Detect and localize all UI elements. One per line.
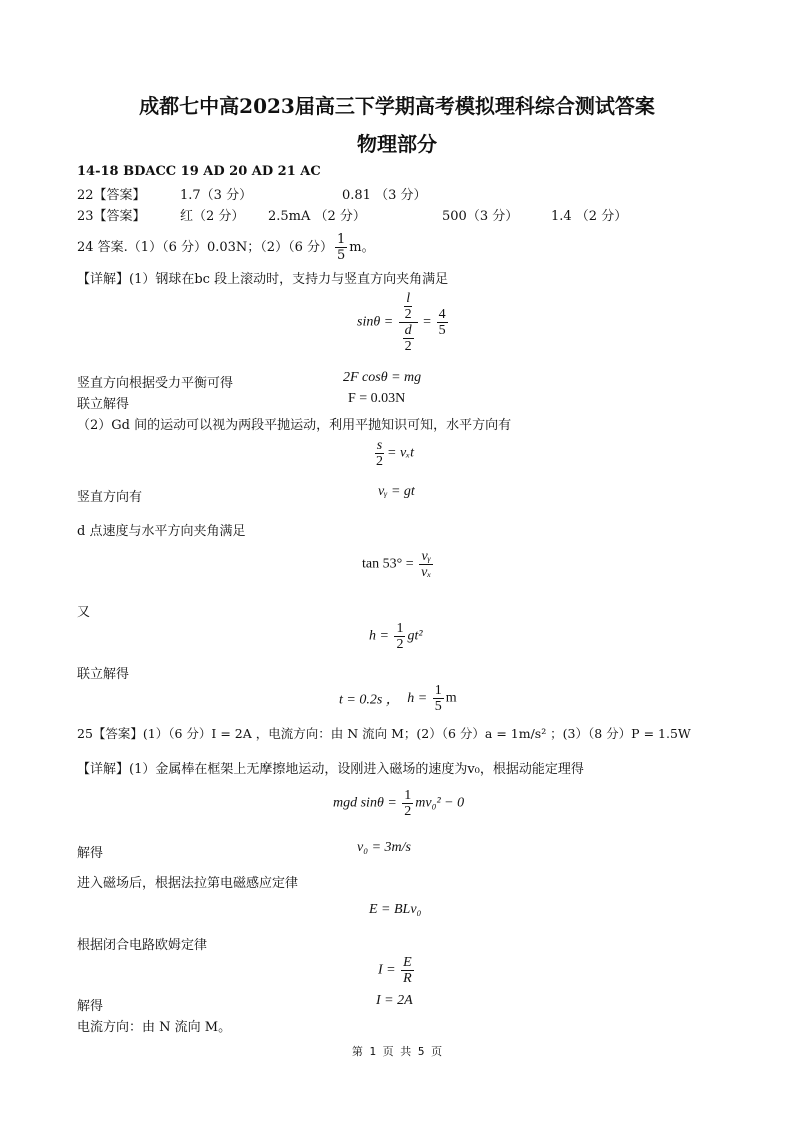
eq-height-result-fraction <box>433 683 444 714</box>
q24-unit: m。 <box>349 240 375 255</box>
solve-text-2: 联立解得 <box>77 667 130 682</box>
q24-part-2: （2）Gd 间的运动可以视为两段平抛运动，利用平抛知识可知，水平方向有 <box>77 418 512 433</box>
q23-label: 23【答案】 <box>77 209 146 224</box>
eq-v0: v₀ = 3m/s <box>357 840 411 855</box>
faraday-text: 进入磁场后，根据法拉第电磁感应定律 <box>77 876 299 891</box>
balance-text: 竖直方向根据受力平衡可得 <box>77 376 234 391</box>
eq-height-lhs: h = <box>369 628 389 644</box>
fraction-denominator: 2 <box>404 307 412 322</box>
eq-energy-lhs: mgd sinθ = <box>333 795 397 811</box>
q24-detail-1: 【详解】(1）钢球在bc 段上滚动时，支持力与竖直方向夹角满足 <box>77 272 449 287</box>
q25-detail-1: 【详解】(1）金属棒在框架上无摩擦地运动，设刚进入磁场的速度为v₀，根据动能定理得 <box>77 762 584 777</box>
eq-energy-fraction <box>402 788 413 819</box>
also-text: 又 <box>77 605 91 620</box>
ohm-text: 根据闭合电路欧姆定律 <box>77 938 208 953</box>
eq-current <box>378 955 416 986</box>
eq-final-results <box>339 683 457 714</box>
q24-fraction <box>335 232 347 263</box>
eq-sin-lhs: sinθ = <box>357 314 394 330</box>
eq-balance: 2F cosθ = mg <box>343 370 422 385</box>
eq-height-result-lhs: h = <box>407 690 428 706</box>
eq-current-lhs: I = <box>378 962 396 978</box>
eq-height-rhs: gt² <box>407 628 423 644</box>
eq-tan-fraction <box>419 549 433 580</box>
eq-height <box>369 621 423 652</box>
fraction-denominator: 5 <box>438 323 446 338</box>
fraction-numerator: l <box>406 291 411 306</box>
q23-answer-c: 500（3 分） <box>442 209 519 224</box>
fraction-denominator: 2 <box>404 339 412 354</box>
q22-answer-a: 1.7（3 分） <box>180 188 253 203</box>
page-footer: 第 1 页 共 5 页 <box>351 1045 443 1058</box>
fraction-numerator: E <box>403 955 412 970</box>
solve-text-1: 联立解得 <box>77 397 130 412</box>
eq-horizontal-rhs: = vₓt <box>387 445 415 461</box>
fraction-denominator: 5 <box>336 248 346 263</box>
eq-sin-rhs <box>437 307 448 338</box>
eq-tan <box>362 549 435 580</box>
fraction-numerator: vᵧ <box>421 549 431 564</box>
eq-sin-compound-fraction <box>399 291 418 354</box>
q25-answer: 25【答案】(1）（6 分）I = 2A ，电流方向：由 N 流向 M；(2）（6 分）a = 1m/s² ；(3）（8 分）P = 1.5W <box>77 726 691 741</box>
solve-text-4: 解得 <box>77 999 104 1014</box>
eq-height-result-unit: m <box>445 690 457 706</box>
eq-current-fraction <box>401 955 414 986</box>
page-title: 成都七中高2023届高三下学期高考模拟理科综合测试答案 <box>139 94 655 118</box>
eq-tan-lhs: tan 53° = <box>362 556 414 572</box>
q22-answer-b: 0.81 （3 分） <box>342 188 427 203</box>
fraction-denominator: 2 <box>404 804 412 819</box>
dpoint-text: d 点速度与水平方向夹角满足 <box>77 524 246 539</box>
fraction-denominator: vₓ <box>421 565 432 580</box>
fraction-denominator: 5 <box>434 699 442 714</box>
q23-answer-b: 2.5mA （2 分） <box>268 209 366 224</box>
eq-vertical: vᵧ = gt <box>378 484 415 499</box>
fraction-numerator: s <box>376 438 383 453</box>
eq-height-fraction <box>394 621 405 652</box>
fraction-denominator: R <box>403 971 412 986</box>
fraction-numerator: 1 <box>336 232 346 247</box>
eq-horizontal-fraction <box>374 438 385 469</box>
eq-current-result: I = 2A <box>376 993 413 1008</box>
page-subtitle: 物理部分 <box>357 132 437 156</box>
current-direction: 电流方向：由 N 流向 M。 <box>77 1020 232 1035</box>
eq-sin-theta: sinθ = $\frac{\frac{l}{2}}{\frac{d}{2}}$ = $\frac{4}{5}$ <box>357 291 446 354</box>
fraction-numerator: 1 <box>434 683 442 698</box>
fraction-numerator: 1 <box>396 621 404 636</box>
q24-answer-text: 24 答案.（1）（6 分）0.03N；（2）（6 分） <box>77 240 333 255</box>
eq-sin-inner-bottom <box>403 323 414 354</box>
q23-answer-d: 1.4 （2 分） <box>551 209 628 224</box>
eq-horizontal <box>372 438 414 469</box>
eq-force-result: F = 0.03N <box>348 391 406 406</box>
eq-energy-rhs: mv₀² − 0 <box>415 795 465 811</box>
fraction-denominator: 2 <box>376 454 383 469</box>
eq-energy <box>333 788 464 819</box>
eq-sin-inner-top <box>403 291 414 322</box>
solve-text-3: 解得 <box>77 846 104 861</box>
q24-answer <box>77 232 375 263</box>
fraction-denominator: 2 <box>396 637 404 652</box>
vertical-text: 竖直方向有 <box>77 490 143 505</box>
eq-emf: E = BLv₀ <box>369 902 422 917</box>
eq-time-result: t = 0.2s ， <box>339 692 400 708</box>
fraction-numerator: 4 <box>438 307 446 322</box>
q22-label: 22【答案】 <box>77 188 146 203</box>
fraction-numerator: d <box>404 323 412 338</box>
mc-answers: 14-18 BDACC 19 AD 20 AD 21 AC <box>77 164 321 179</box>
fraction-numerator: 1 <box>404 788 412 803</box>
q23-answer-a: 红（2 分） <box>180 209 245 224</box>
